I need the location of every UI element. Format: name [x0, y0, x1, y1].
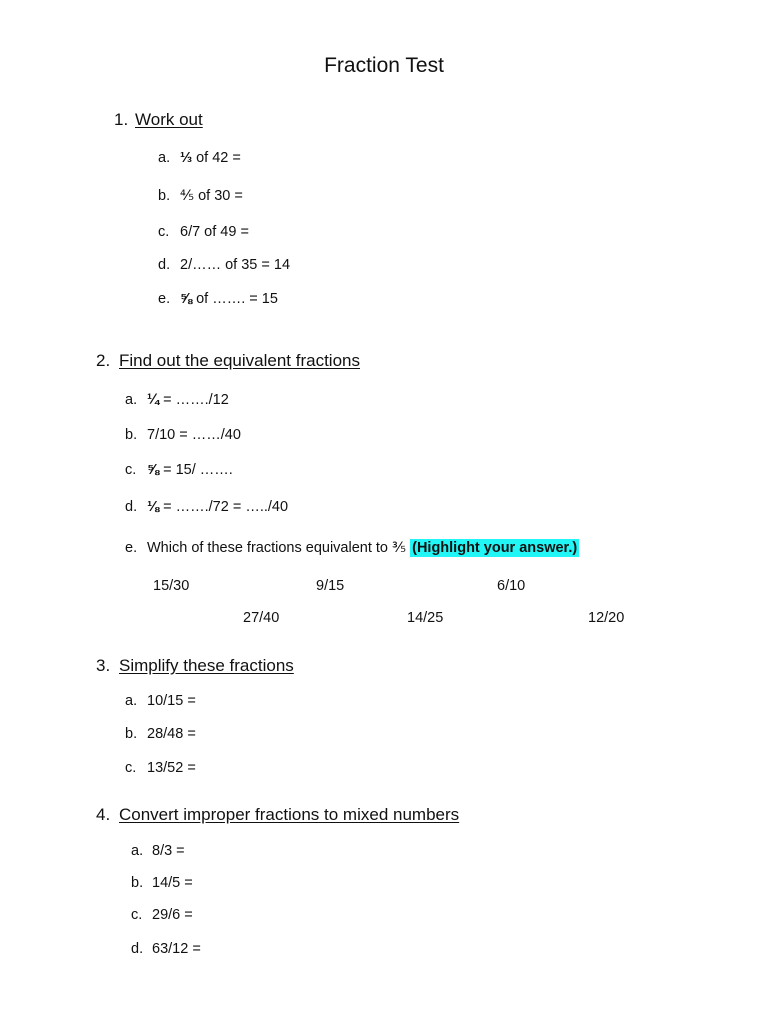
- list-item: [0, 291, 768, 311]
- section-title: Find out the equivalent fractions: [119, 351, 360, 370]
- fraction: ⅝: [180, 291, 193, 307]
- item-text: [180, 291, 278, 307]
- list-item: [0, 907, 768, 927]
- item-text-rest: of 42 =: [192, 150, 241, 166]
- item-label: b.: [125, 427, 138, 443]
- item-label: b.: [125, 726, 138, 742]
- item-text-rest: of ……. = 15: [192, 291, 278, 307]
- list-item: [0, 427, 768, 447]
- choice-option[interactable]: 12/20: [588, 610, 625, 626]
- item-text: 6/7 of 49 =: [180, 224, 249, 240]
- item-text: 28/48 =: [147, 726, 196, 742]
- section-number: 1.: [114, 110, 129, 129]
- list-item: [0, 760, 768, 780]
- choice-option[interactable]: 15/30: [153, 578, 190, 594]
- item-label: c.: [125, 760, 137, 776]
- item-label: c.: [158, 224, 170, 240]
- choice-option[interactable]: 27/40: [243, 610, 280, 626]
- item-text: [147, 462, 233, 478]
- list-item: [0, 188, 768, 208]
- item-text: [147, 392, 229, 408]
- list-item: [0, 941, 768, 961]
- item-text: 63/12 =: [152, 941, 201, 957]
- item-text: 13/52 =: [147, 760, 196, 776]
- item-label: b.: [158, 188, 171, 204]
- item-label: d.: [131, 941, 144, 957]
- list-item: [0, 875, 768, 895]
- fraction: ⅘: [180, 188, 195, 204]
- item-text-rest: = ……./72 = …../40: [159, 499, 289, 515]
- item-text: 29/6 =: [152, 907, 193, 923]
- item-text: 7/10 = ……/40: [147, 427, 241, 443]
- item-text: 8/3 =: [152, 843, 185, 859]
- item-label: c.: [131, 907, 143, 923]
- item-text: 10/15 =: [147, 693, 196, 709]
- item-label: a.: [158, 150, 171, 166]
- item-label: d.: [158, 257, 171, 273]
- item-label: d.: [125, 499, 138, 515]
- list-item: [0, 693, 768, 713]
- section-3-heading: [0, 656, 768, 678]
- fraction: ⅓: [180, 150, 193, 166]
- item-text: [180, 150, 241, 166]
- item-label: a.: [125, 392, 138, 408]
- list-item: [0, 843, 768, 863]
- item-label: e.: [125, 540, 138, 556]
- section-2-heading: [0, 351, 768, 373]
- list-item: [0, 150, 768, 170]
- section-1-heading: [0, 110, 768, 132]
- list-item: [0, 392, 768, 412]
- list-item: [0, 726, 768, 746]
- section-number: 3.: [96, 656, 111, 675]
- section-title: Simplify these fractions: [119, 656, 294, 675]
- section-number: 2.: [96, 351, 111, 370]
- highlighted-instruction: (Highlight your answer.): [412, 540, 578, 556]
- list-item: [0, 462, 768, 482]
- item-label: a.: [131, 843, 144, 859]
- page-title: Fraction Test: [324, 54, 444, 77]
- choice-option[interactable]: 9/15: [316, 578, 345, 594]
- fraction: ¼: [147, 392, 160, 408]
- item-text-rest: Which of these fractions equivalent to ⅗: [147, 540, 407, 556]
- list-item: [0, 540, 768, 560]
- section-title: Work out: [135, 110, 203, 129]
- item-label: c.: [125, 462, 137, 478]
- section-title: Convert improper fractions to mixed numbers: [119, 805, 460, 824]
- item-text: 2/…… of 35 = 14: [180, 257, 291, 273]
- item-label: b.: [131, 875, 144, 891]
- section-4-heading: [0, 805, 768, 827]
- fraction: ⅝: [147, 462, 160, 478]
- item-text: [180, 188, 243, 204]
- fraction: ⅛: [147, 499, 160, 515]
- item-text-rest: = ……./12: [159, 392, 229, 408]
- item-text: 14/5 =: [152, 875, 193, 891]
- section-number: 4.: [96, 805, 111, 824]
- list-item: [0, 499, 768, 519]
- choice-option[interactable]: 6/10: [497, 578, 526, 594]
- item-text: [147, 499, 288, 515]
- item-text-rest: = 15/ …….: [159, 462, 233, 478]
- list-item: [0, 224, 768, 244]
- item-text-rest: of 30 =: [194, 188, 243, 204]
- item-label: a.: [125, 693, 138, 709]
- choice-option[interactable]: 14/25: [407, 610, 444, 626]
- item-text: [147, 540, 579, 556]
- item-label: e.: [158, 291, 171, 307]
- list-item: [0, 257, 768, 277]
